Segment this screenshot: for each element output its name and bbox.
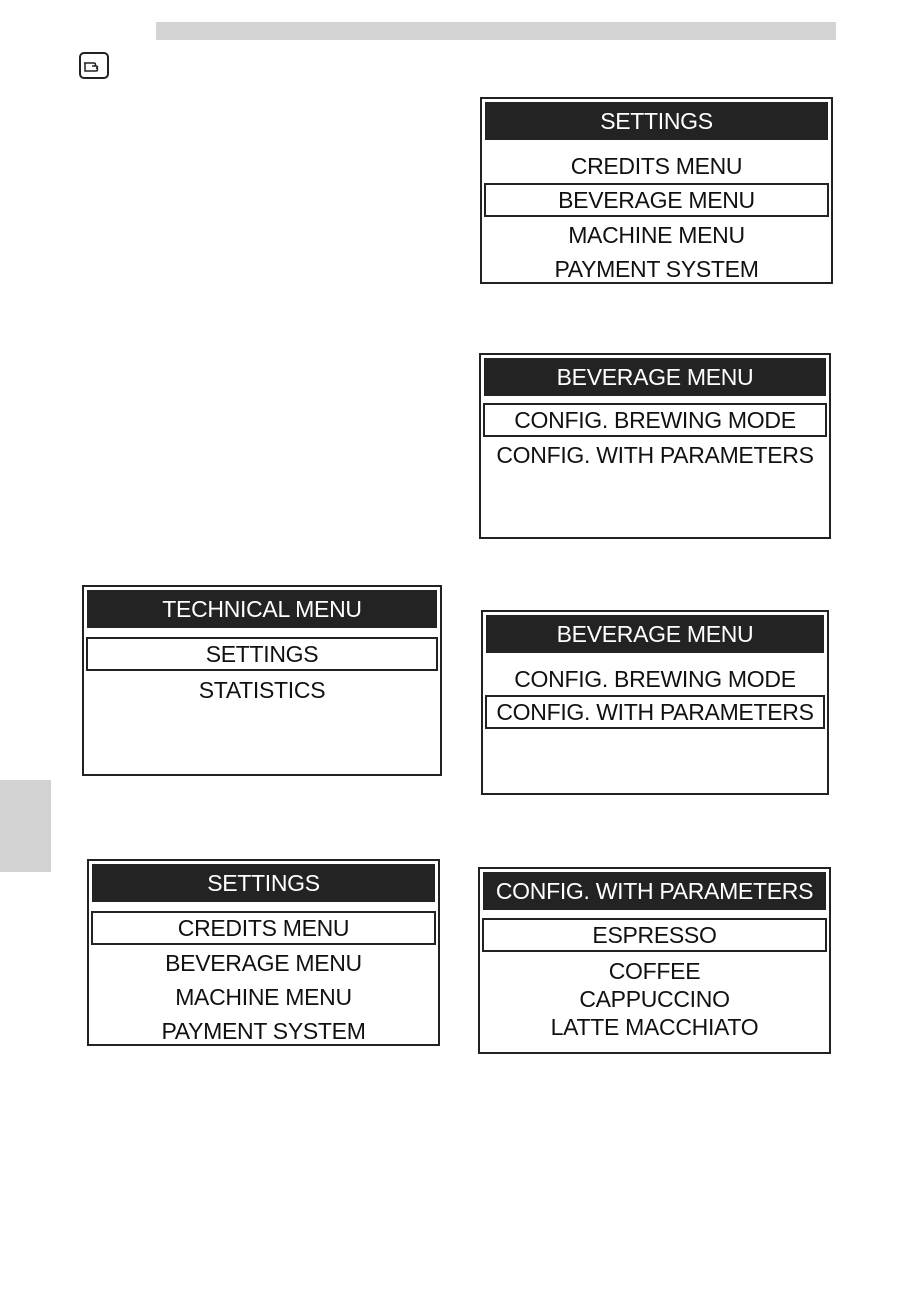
screen-title: BEVERAGE MENU	[484, 358, 826, 396]
screen-title: TECHNICAL MENU	[87, 590, 437, 628]
technical-menu-screen	[82, 585, 442, 776]
menu-item-machine[interactable]: MACHINE MENU	[175, 983, 352, 1010]
pointing-hand-icon	[79, 52, 109, 79]
screen-title: SETTINGS	[92, 864, 435, 902]
config-parameters-screen	[478, 867, 831, 1054]
menu-item-cappuccino[interactable]: CAPPUCCINO	[579, 985, 730, 1012]
menu-item-payment[interactable]: PAYMENT SYSTEM	[161, 1017, 366, 1044]
menu-item-payment[interactable]: PAYMENT SYSTEM	[554, 255, 759, 282]
menu-item-coffee[interactable]: COFFEE	[608, 957, 701, 984]
beverage-screen-parameters-selected	[481, 610, 829, 795]
menu-item-espresso[interactable]: ESPRESSO	[482, 918, 827, 952]
menu-item-statistics[interactable]: STATISTICS	[198, 676, 326, 703]
settings-screen-credits-selected	[87, 859, 440, 1046]
menu-item-brewing-mode[interactable]: CONFIG. BREWING MODE	[514, 665, 796, 692]
section-tab	[0, 780, 51, 872]
menu-item-credits[interactable]: CREDITS MENU	[570, 152, 743, 179]
menu-item-credits[interactable]: CREDITS MENU	[91, 911, 436, 945]
screen-title: BEVERAGE MENU	[486, 615, 824, 653]
header-bar	[156, 22, 836, 40]
menu-item-with-parameters[interactable]: CONFIG. WITH PARAMETERS	[496, 441, 814, 468]
menu-item-beverage[interactable]: BEVERAGE MENU	[484, 183, 829, 217]
menu-item-with-parameters[interactable]: CONFIG. WITH PARAMETERS	[485, 695, 825, 729]
menu-item-machine[interactable]: MACHINE MENU	[568, 221, 745, 248]
settings-screen-beverage-selected	[480, 97, 833, 284]
menu-item-settings[interactable]: SETTINGS	[86, 637, 438, 671]
menu-item-latte-macchiato[interactable]: LATTE MACCHIATO	[550, 1013, 759, 1040]
menu-item-beverage[interactable]: BEVERAGE MENU	[165, 949, 362, 976]
beverage-screen-brewing-selected	[479, 353, 831, 539]
screen-title: SETTINGS	[485, 102, 828, 140]
menu-item-brewing-mode[interactable]: CONFIG. BREWING MODE	[483, 403, 827, 437]
screen-title: CONFIG. WITH PARAMETERS	[483, 872, 826, 910]
